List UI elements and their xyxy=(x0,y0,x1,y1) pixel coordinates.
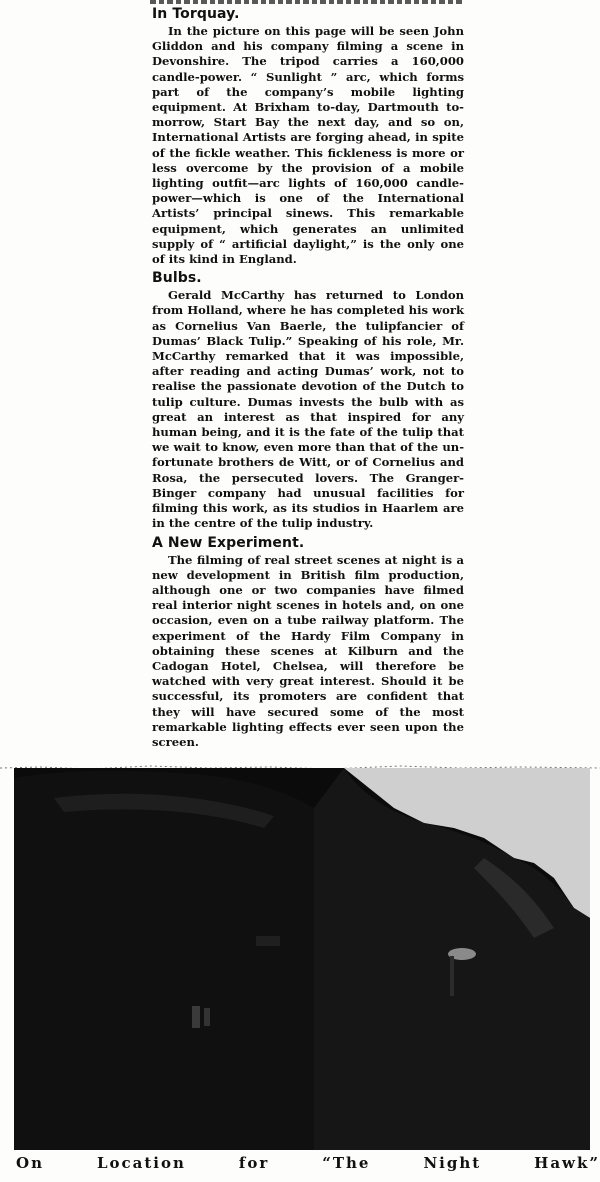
caption-word: Location xyxy=(96,1154,186,1172)
section-body: Gerald McCarthy has returned to London from Holland, where he has completed his work as Cornelius Van Baerle, the tulipfancier of Dumas’ Black Tulip.” Speaking of his role, Mr. McCarthy remarked that it was impossible, after reading and acting Dumas’ work, not to realise the passionate devotion of the Dutch to tulip culture. Dumas invests the bulb with as great an interest as that inspired for any human being, and it is the fate of the tulip that we wait to know, even more than that of the unfortunate brothers de Witt, or of Cornelius and Rosa, the persecuted lovers. The Granger-Binger company had unusual facilities for filming this work, as its studios in Haarlem are in the centre of the tulip industry. xyxy=(152,288,464,531)
section-new-experiment xyxy=(152,535,464,751)
article-column xyxy=(152,6,464,753)
section-body: In the picture on this page will be seen John Gliddon and his company filming a scene in Devonshire. The tripod carries a 160,000 candle-power. “ Sunlight ” arc, which forms part of the company’s mobile lighting equipment. At Brixham to-day, Dartmouth to-morrow, Start Bay the next day, and so on, International Artists are forging ahead, in spite of the fickle weather. This fickleness is more or less overcome by the provision of a mobile lighting outfit—arc lights of 160,000 candle-power—which is one of the International Artists’ principal sinews. This remarkable equipment, which generates an unlimited supply of “ artificial daylight,” is the only one of its kind in England. xyxy=(152,24,464,267)
cropped-text-line xyxy=(150,0,465,5)
section-in-torquay xyxy=(152,6,464,267)
photo-illustration xyxy=(14,768,590,1150)
section-body: The filming of real street scenes at night is a new development in British film production, although one or two companies have filmed real interior night scenes in hotels and, on one occasion, even on a tube railway platform. The experiment of the Hardy Film Company in obtaining these scenes at Kilburn and the Cadogan Hotel, Chelsea, will therefore be watched with very great interest. Should it be successful, its promoters are confident that they will have secured some of the most remarkable lighting effects ever seen upon the screen. xyxy=(152,552,464,749)
caption-word: On xyxy=(16,1154,44,1172)
section-bulbs xyxy=(152,270,464,531)
caption-word: Night xyxy=(423,1154,482,1172)
section-heading: A New Experiment. xyxy=(152,534,305,551)
section-heading: Bulbs. xyxy=(152,270,202,287)
caption-word: “The xyxy=(322,1154,371,1172)
night-scene-photo xyxy=(14,768,590,1150)
section-heading: In Torquay. xyxy=(152,6,240,22)
caption-word: Hawk” xyxy=(534,1154,600,1172)
caption-word: for xyxy=(238,1154,270,1172)
photo-caption xyxy=(16,1150,600,1176)
